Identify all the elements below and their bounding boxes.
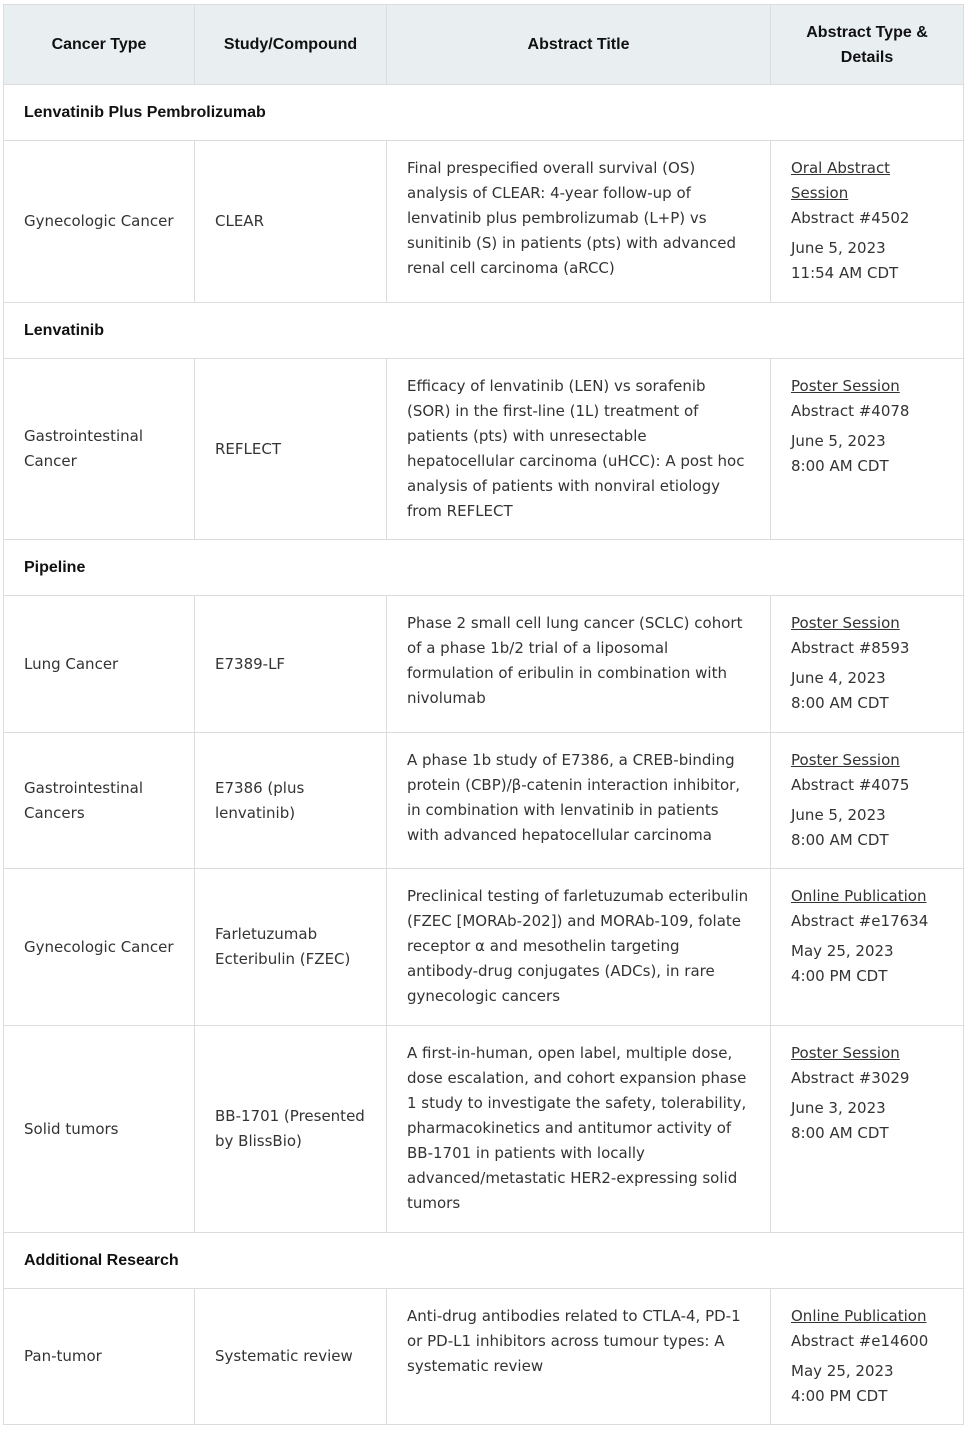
section-row xyxy=(4,85,964,141)
table-header xyxy=(4,5,964,85)
session-link[interactable]: Online Publication xyxy=(791,887,927,905)
abstract-number: Abstract #8593 xyxy=(791,639,910,657)
cancer-type-cell: Gynecologic Cancer xyxy=(4,141,195,303)
session-time: 4:00 PM CDT xyxy=(791,967,888,985)
cancer-type-cell: Solid tumors xyxy=(4,1026,195,1233)
session-time: 11:54 AM CDT xyxy=(791,264,899,282)
abstract-title-cell: Phase 2 small cell lung cancer (SCLC) cohort of a phase 1b/2 trial of a liposomal formulation of eribulin in combination with nivolumab xyxy=(387,596,771,733)
session-date: June 3, 2023 xyxy=(791,1099,886,1117)
session-link[interactable]: Poster Session xyxy=(791,377,900,395)
session-date: June 5, 2023 xyxy=(791,432,886,450)
section-label: Additional Research xyxy=(4,1233,964,1289)
abstract-number: Abstract #4078 xyxy=(791,402,910,420)
cancer-type-cell: Lung Cancer xyxy=(4,596,195,733)
abstract-details-cell xyxy=(771,869,964,1026)
abstract-number: Abstract #e17634 xyxy=(791,912,929,930)
header-abstract-type-details: Abstract Type & Details xyxy=(771,5,964,85)
abstract-number: Abstract #4075 xyxy=(791,776,910,794)
table-row xyxy=(4,1026,964,1233)
table-row xyxy=(4,1289,964,1425)
abstract-details-cell xyxy=(771,141,964,303)
session-date: May 25, 2023 xyxy=(791,942,894,960)
cancer-type-cell: Gastrointestinal Cancer xyxy=(4,359,195,540)
section-label: Lenvatinib Plus Pembrolizumab xyxy=(4,85,964,141)
session-time: 8:00 AM CDT xyxy=(791,457,889,475)
session-link[interactable]: Online Publication xyxy=(791,1307,927,1325)
study-cell: CLEAR xyxy=(195,141,387,303)
session-time: 4:00 PM CDT xyxy=(791,1387,888,1405)
study-cell: BB-1701 (Presented by BlissBio) xyxy=(195,1026,387,1233)
session-time: 8:00 AM CDT xyxy=(791,1124,889,1142)
abstract-details-cell xyxy=(771,733,964,869)
table-row xyxy=(4,733,964,869)
cancer-type-cell: Pan-tumor xyxy=(4,1289,195,1425)
session-link[interactable]: Oral Abstract Session xyxy=(791,159,891,202)
abstract-number: Abstract #e14600 xyxy=(791,1332,929,1350)
section-label: Pipeline xyxy=(4,540,964,596)
study-cell: Farletuzumab Ecteribulin (FZEC) xyxy=(195,869,387,1026)
abstract-title-cell: Final prespecified overall survival (OS) analysis of CLEAR: 4-year follow-up of lenvatinib plus pembrolizumab (L+P) vs sunitinib (S) in patients (pts) with advanced renal cell carcinoma (aRCC) xyxy=(387,141,771,303)
abstracts-table-container xyxy=(3,4,963,1425)
section-label: Lenvatinib xyxy=(4,303,964,359)
table-row xyxy=(4,596,964,733)
abstract-details-cell xyxy=(771,359,964,540)
abstract-title-cell: A phase 1b study of E7386, a CREB-binding protein (CBP)/β-catenin interaction inhibitor, in combination with lenvatinib in patients with advanced hepatocellular carcinoma xyxy=(387,733,771,869)
table-row xyxy=(4,869,964,1026)
abstract-details-cell xyxy=(771,1026,964,1233)
session-date: June 5, 2023 xyxy=(791,239,886,257)
session-link[interactable]: Poster Session xyxy=(791,1044,900,1062)
abstract-number: Abstract #3029 xyxy=(791,1069,910,1087)
session-date: May 25, 2023 xyxy=(791,1362,894,1380)
abstract-title-cell: Anti-drug antibodies related to CTLA-4, PD-1 or PD-L1 inhibitors across tumour types: A systematic review xyxy=(387,1289,771,1425)
section-row xyxy=(4,540,964,596)
abstracts-table xyxy=(3,4,964,1425)
header-abstract-title: Abstract Title xyxy=(387,5,771,85)
abstract-title-cell: A first-in-human, open label, multiple dose, dose escalation, and cohort expansion phase 1 study to investigate the safety, tolerability, pharmacokinetics and antitumor activity of BB-1701 in patients with locally advanced/metastatic HER2-expressing solid tumors xyxy=(387,1026,771,1233)
header-cancer-type: Cancer Type xyxy=(4,5,195,85)
abstract-details-cell xyxy=(771,596,964,733)
cancer-type-cell: Gastrointestinal Cancers xyxy=(4,733,195,869)
study-cell: Systematic review xyxy=(195,1289,387,1425)
session-time: 8:00 AM CDT xyxy=(791,831,889,849)
cancer-type-cell: Gynecologic Cancer xyxy=(4,869,195,1026)
section-row xyxy=(4,303,964,359)
table-body xyxy=(4,85,964,1425)
session-link[interactable]: Poster Session xyxy=(791,614,900,632)
abstract-details-cell xyxy=(771,1289,964,1425)
table-row xyxy=(4,359,964,540)
header-study-compound: Study/Compound xyxy=(195,5,387,85)
abstract-number: Abstract #4502 xyxy=(791,209,910,227)
session-date: June 5, 2023 xyxy=(791,806,886,824)
study-cell: E7389-LF xyxy=(195,596,387,733)
abstract-title-cell: Efficacy of lenvatinib (LEN) vs sorafenib (SOR) in the first-line (1L) treatment of patients (pts) with unresectable hepatocellular carcinoma (uHCC): A post hoc analysis of patients with nonviral etiology from REFLECT xyxy=(387,359,771,540)
session-link[interactable]: Poster Session xyxy=(791,751,900,769)
session-date: June 4, 2023 xyxy=(791,669,886,687)
table-row xyxy=(4,141,964,303)
study-cell: REFLECT xyxy=(195,359,387,540)
session-time: 8:00 AM CDT xyxy=(791,694,889,712)
study-cell: E7386 (plus lenvatinib) xyxy=(195,733,387,869)
abstract-title-cell: Preclinical testing of farletuzumab ecteribulin (FZEC [MORAb-202]) and MORAb-109, folate receptor α and mesothelin targeting antibody-drug conjugates (ADCs), in rare gynecologic cancers xyxy=(387,869,771,1026)
section-row xyxy=(4,1233,964,1289)
